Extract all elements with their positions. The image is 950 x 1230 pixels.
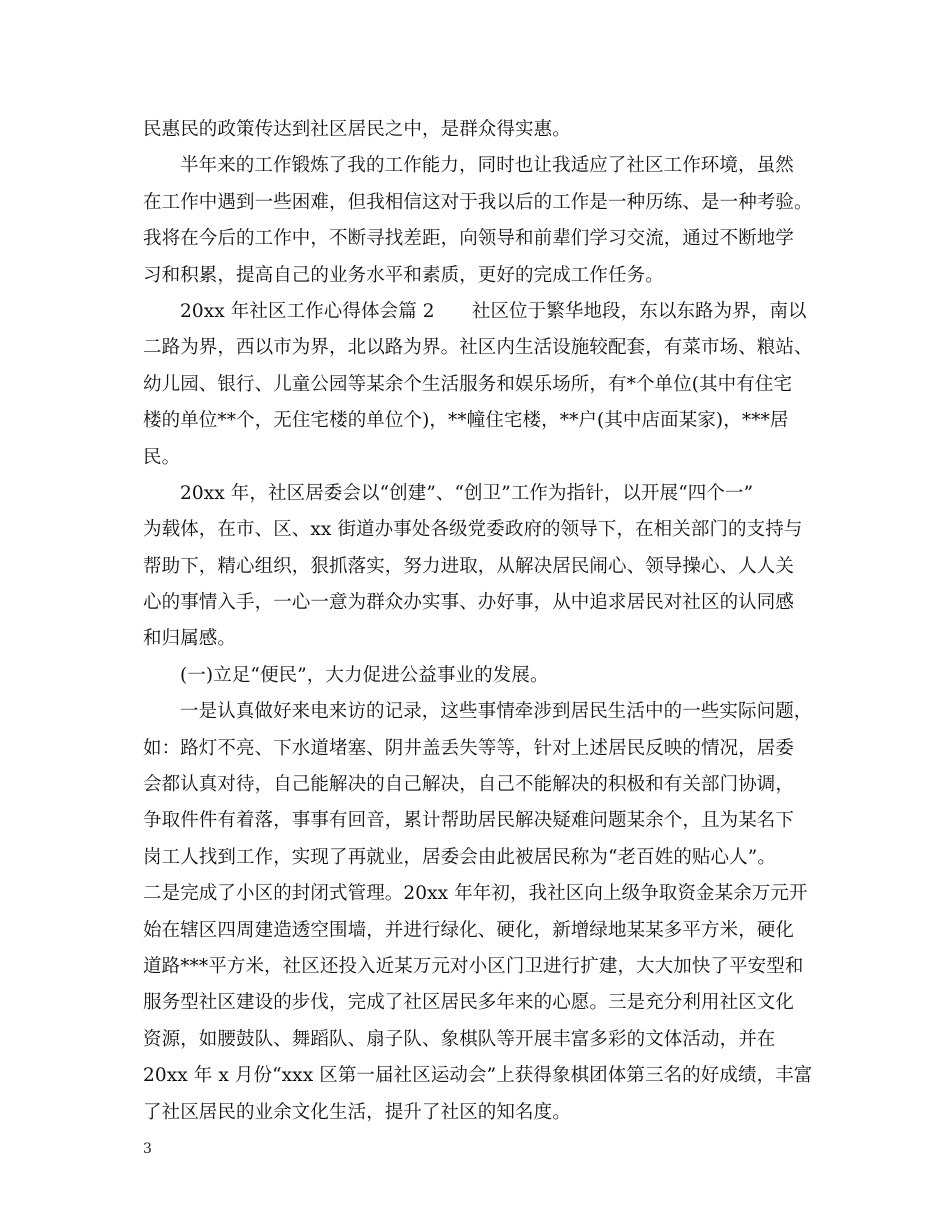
text-line: 会都认真对待，自己能解决的自己解决，自己不能解决的积极和有关部门协调， <box>143 774 795 796</box>
text-line: 楼的单位**个，无住宅楼的单位个)，**幢住宅楼，**户(其中店面某家)，***居 <box>143 410 789 432</box>
text-line: 了社区居民的业余文化生活，提升了社区的知名度。 <box>143 1101 571 1123</box>
text-line: 帮助下，精心组织，狠抓落实，努力进取，从解决居民闹心、领导操心、人人关 <box>143 555 795 577</box>
text-line: 和归属感。 <box>143 628 237 650</box>
text-line: 始在辖区四周建造透空围墙，并进行绿化、硬化，新增绿地某某多平方米，硬化 <box>143 919 795 941</box>
text-line: 民。 <box>143 446 181 468</box>
text-line: 20xx 年社区工作心得体会篇 2 社区位于繁华地段，东以东路为界，南以 <box>180 300 807 322</box>
text-line: 争取件件有着落，事事有回音，累计帮助居民解决疑难问题某余个，且为某名下 <box>143 810 795 832</box>
text-line: (一)立足“便民”，大力促进公益事业的发展。 <box>180 664 549 686</box>
text-line: 20xx 年，社区居委会以“创建”、“创卫”工作为指针，以开展“四个一” <box>180 482 754 504</box>
text-line: 20xx 年 x 月份“xxx 区第一届社区运动会”上获得象棋团体第三名的好成绩，丰富 <box>143 1065 813 1087</box>
text-line: 半年来的工作锻炼了我的工作能力，同时也让我适应了社区工作环境，虽然 <box>180 155 794 177</box>
text-line: 民惠民的政策传达到社区居民之中，是群众得实惠。 <box>143 119 571 140</box>
text-line: 二是完成了小区的封闭式管理。20xx 年年初，我社区向上级争取资金某余万元开 <box>143 883 808 905</box>
text-line: 我将在今后的工作中，不断寻找差距，向领导和前辈们学习交流，通过不断地学 <box>143 228 795 250</box>
text-line: 心的事情入手，一心一意为群众办实事、办好事，从中追求居民对社区的认同感 <box>143 592 795 614</box>
text-line: 为载体，在市、区、xx 街道办事处各级党委政府的领导下，在相关部门的支持与 <box>143 519 803 541</box>
text-line: 幼儿园、银行、儿童公园等某余个生活服务和娱乐场所，有*个单位(其中有住宅 <box>143 373 793 395</box>
page-number: 3 <box>143 1141 152 1157</box>
document-body <box>143 112 813 1131</box>
text-line: 资源，如腰鼓队、舞蹈队、扇子队、象棋队等开展丰富多彩的文体活动，并在 <box>143 1028 776 1050</box>
text-line: 服务型社区建设的步伐，完成了社区居民多年来的心愿。三是充分利用社区文化 <box>143 992 795 1014</box>
text-line: 二路为界，西以市为界，北以路为界。社区内生活设施较配套，有菜市场、粮站、 <box>143 337 813 359</box>
text-line: 岗工人找到工作，实现了再就业，居委会由此被居民称为“老百姓的贴心人”。 <box>143 846 776 868</box>
text-line: 在工作中遇到一些困难，但我相信这对于我以后的工作是一种历练、是一种考验。 <box>143 191 813 213</box>
text-line: 如：路灯不亮、下水道堵塞、阴井盖丢失等等，针对上述居民反映的情况，居委 <box>143 737 795 759</box>
text-line: 一是认真做好来电来访的记录，这些事情牵涉到居民生活中的一些实际问题， <box>180 701 813 723</box>
text-line: 习和积累，提高自己的业务水平和素质，更好的完成工作任务。 <box>143 264 664 286</box>
text-line: 道路***平方米，社区还投入近某万元对小区门卫进行扩建，大大加快了平安型和 <box>143 955 804 977</box>
